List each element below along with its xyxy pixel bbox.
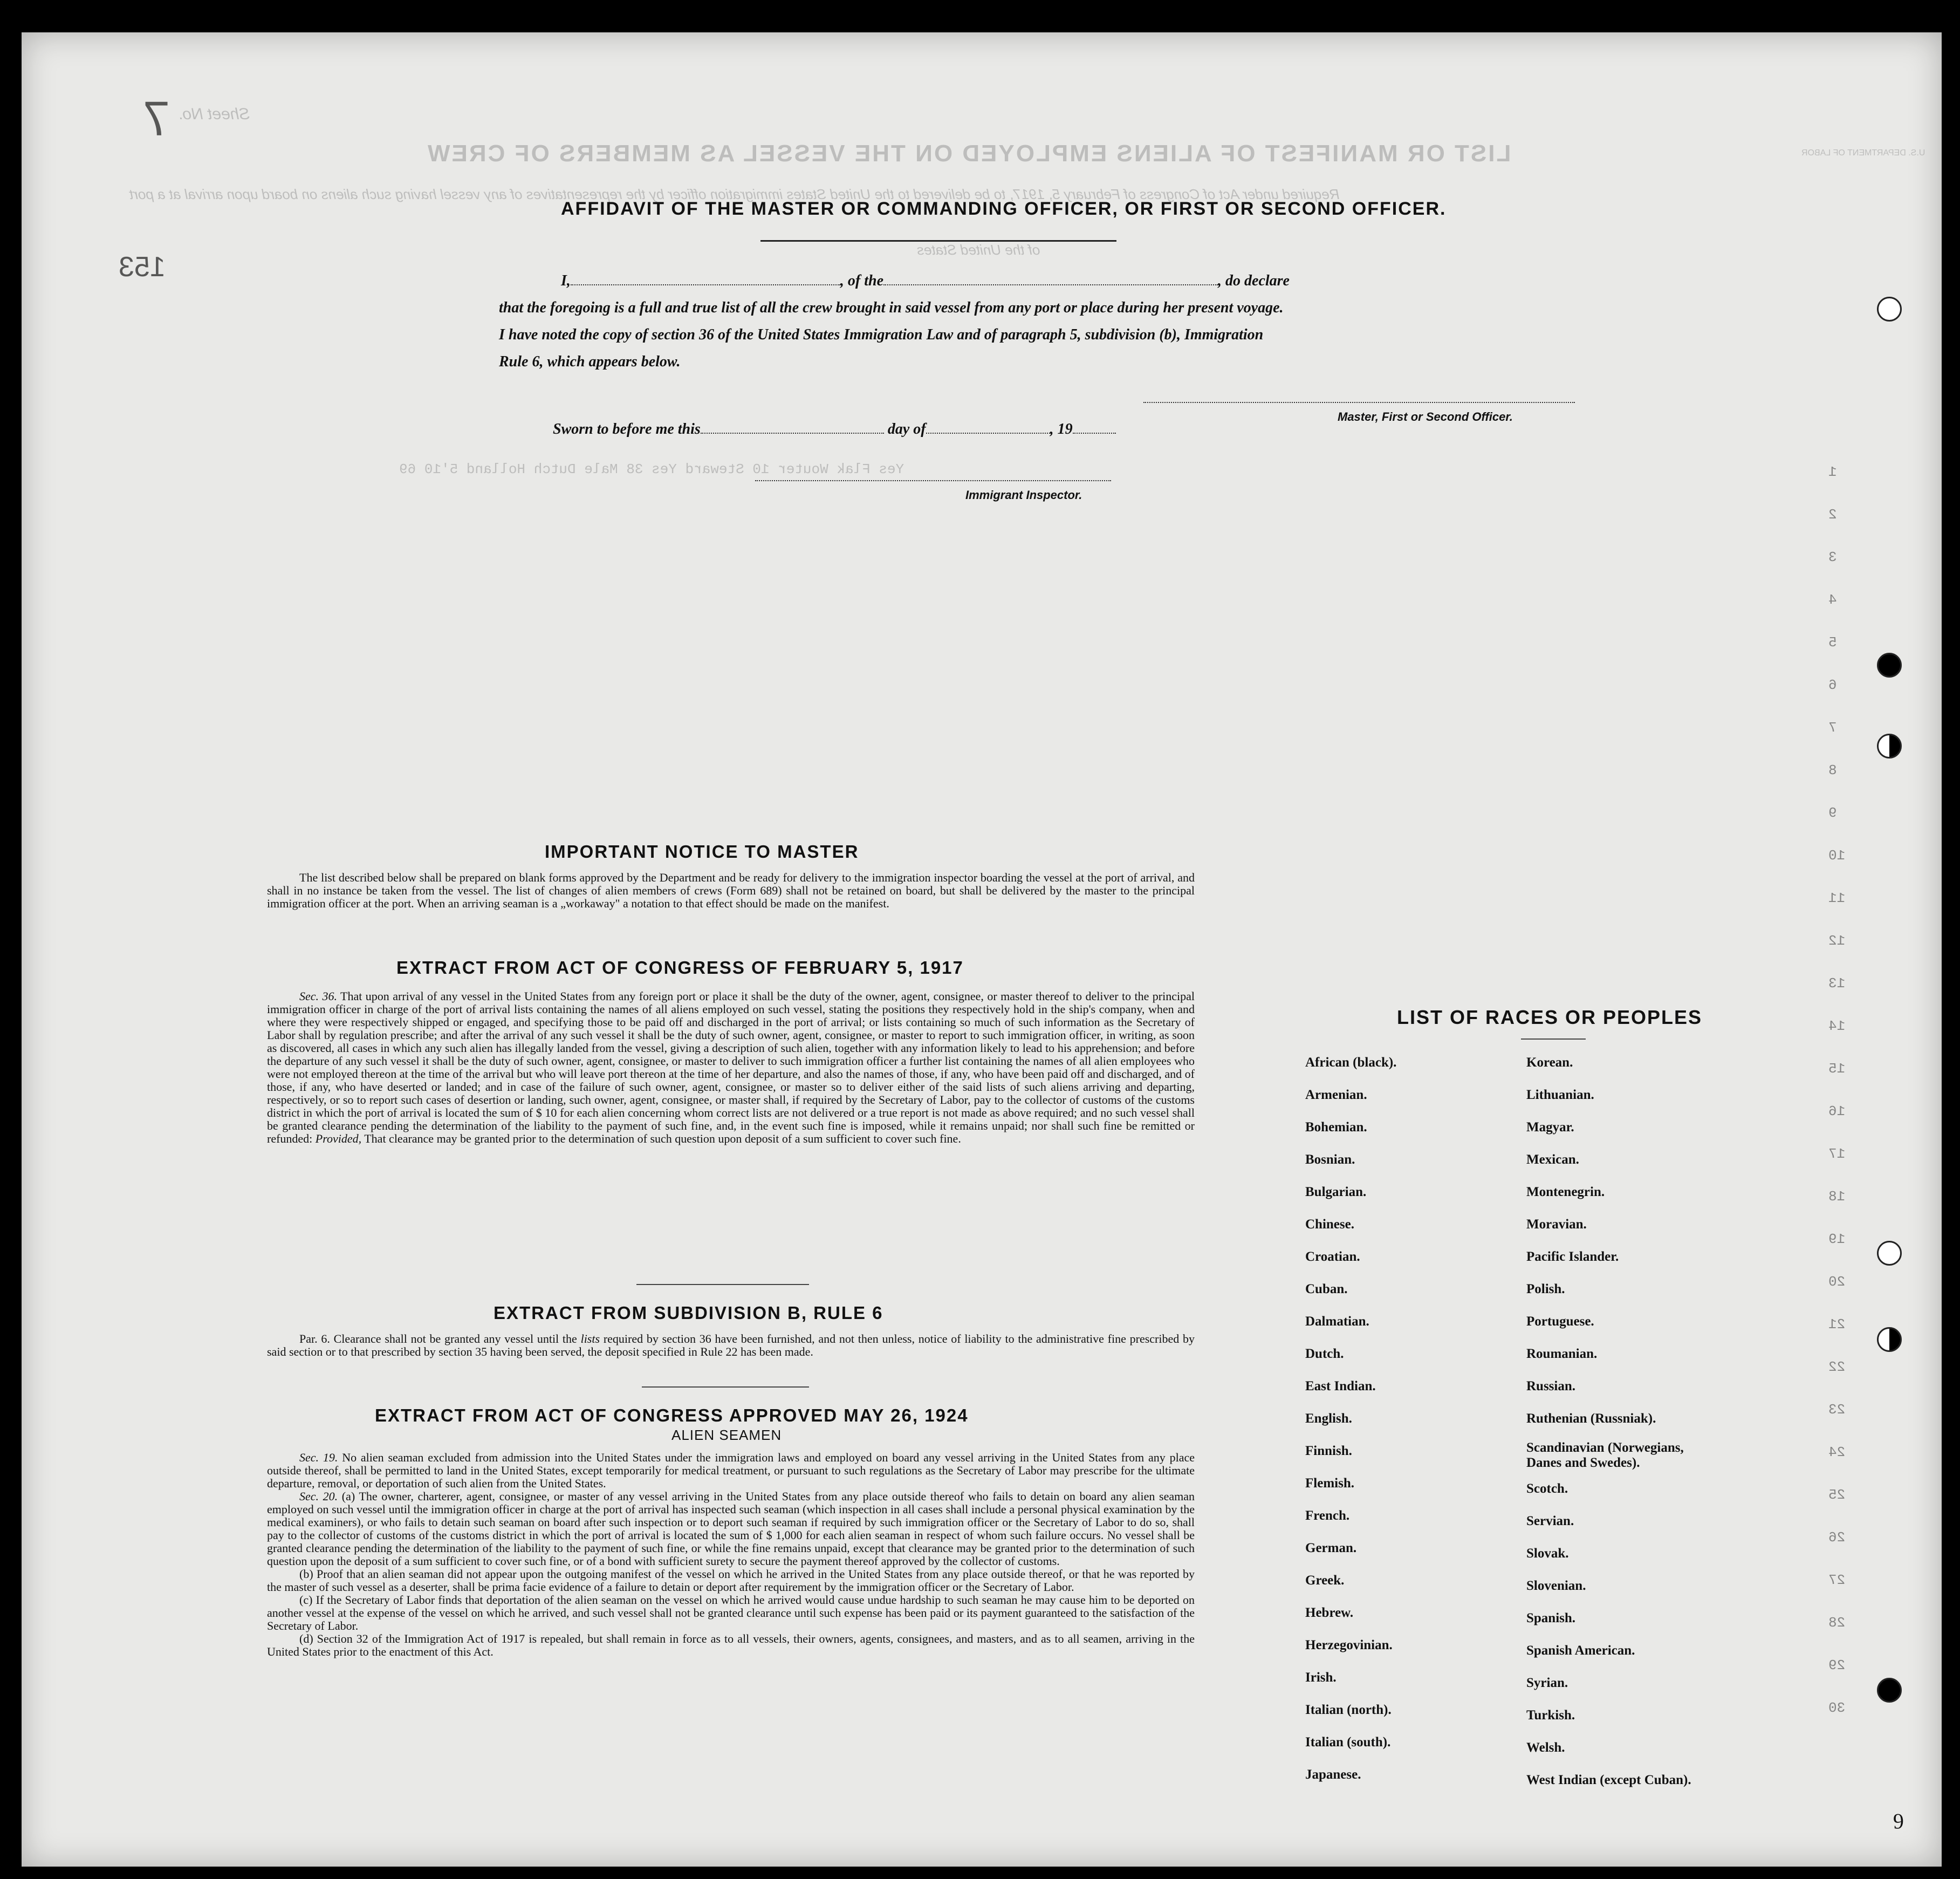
- bleed-header: LIST OR MANIFEST OF ALIENS EMPLOYED ON THE VESSEL AS MEMBERS OF CREW: [426, 140, 1511, 167]
- sworn-day: day of: [887, 421, 926, 438]
- bleed-row-number: 22: [1828, 1359, 1846, 1375]
- affidavit-line-1: [561, 272, 1290, 290]
- provided-label: Provided,: [315, 1132, 362, 1145]
- sec-36-text-end: That clearance may be granted prior to the determination of such question upon deposit of a sum sufficient to cover such fine.: [364, 1132, 961, 1145]
- race-item: Russian.: [1526, 1379, 1576, 1393]
- rule-6-title: EXTRACT FROM SUBDIVISION B, RULE 6: [494, 1303, 883, 1323]
- sec-20a-paragraph: [267, 1490, 1195, 1568]
- race-item: Spanish.: [1526, 1611, 1576, 1625]
- race-item: English.: [1305, 1411, 1352, 1426]
- bleed-row-number: 12: [1828, 933, 1846, 949]
- bleed-row-number: 25: [1828, 1487, 1846, 1503]
- sec-20d-paragraph: (d) Section 32 of the Immigration Act of 1917 is repealed, but shall remain in force as to all vessels, their owners, agents, consignees, and masters, and as to all seamen, arriving in the United States prior to the enactment of this Act.: [267, 1632, 1195, 1658]
- lists-label: lists: [580, 1332, 600, 1345]
- bleed-row-number: 13: [1828, 975, 1846, 992]
- bleed-row-number: 23: [1828, 1402, 1846, 1418]
- bleed-first-row: Yes Flak Wouter 10 Steward Yes 38 Male Dutch Holland 5'10 69: [399, 461, 904, 477]
- vessel-blank[interactable]: [883, 284, 1218, 285]
- bleed-sheet-no: Sheet No.: [178, 105, 250, 123]
- bleed-row-number: 5: [1828, 634, 1837, 651]
- sworn-prefix: Sworn to before me this: [553, 421, 701, 438]
- bleed-of-the-us: of the United States: [917, 242, 1040, 258]
- race-item: Hebrew.: [1305, 1605, 1354, 1620]
- bleed-sheet-num: 7: [143, 92, 170, 146]
- race-item: German.: [1305, 1541, 1357, 1555]
- inspector-label: Immigrant Inspector.: [965, 488, 1082, 502]
- rule-6-paragraph: [267, 1333, 1195, 1358]
- race-item: French.: [1305, 1508, 1350, 1523]
- bleed-row-number: 16: [1828, 1103, 1846, 1119]
- sec-19-label: Sec. 19.: [299, 1451, 338, 1464]
- sec-20-label: Sec. 20.: [299, 1489, 338, 1503]
- divider: [760, 240, 1116, 242]
- race-item: Italian (north).: [1305, 1703, 1392, 1717]
- race-item: Irish.: [1305, 1670, 1337, 1685]
- race-item: Italian (south).: [1305, 1735, 1391, 1750]
- act-1917-paragraph: [267, 990, 1195, 1145]
- sec-19-paragraph: [267, 1451, 1195, 1490]
- sec-36-label: Sec. 36.: [299, 989, 337, 1003]
- race-item: Japanese.: [1305, 1767, 1361, 1782]
- bleed-row-number: 27: [1828, 1572, 1846, 1588]
- bleed-row-number: 6: [1828, 677, 1837, 693]
- bleed-row-number: 3: [1828, 549, 1837, 565]
- bleed-row-number: 29: [1828, 1657, 1846, 1673]
- race-item: Flemish.: [1305, 1476, 1354, 1491]
- race-item: Spanish American.: [1526, 1643, 1635, 1658]
- sworn-line: [553, 421, 1116, 438]
- bleed-row-number: 2: [1828, 507, 1837, 523]
- notice-title: IMPORTANT NOTICE TO MASTER: [545, 842, 859, 862]
- affidavit-title: AFFIDAVIT OF THE MASTER OR COMMANDING OFFICER, OR FIRST OR SECOND OFFICER.: [561, 199, 1447, 219]
- race-item: Bosnian.: [1305, 1152, 1355, 1167]
- act-1917-text: [267, 990, 1195, 1145]
- affidavit-line-3: I have noted the copy of section 36 of the United States Immigration Law and of paragraph 5, subdivision (b), Immigration: [499, 326, 1264, 343]
- race-item: Cuban.: [1305, 1282, 1348, 1296]
- bleed-row-number: 19: [1828, 1231, 1846, 1247]
- race-item: Dalmatian.: [1305, 1314, 1369, 1329]
- bleed-row-number: 30: [1828, 1700, 1846, 1716]
- bleed-row-number: 11: [1828, 890, 1846, 906]
- bleed-required: Required under Act of Congress of February 5, 1917, to be delivered to the United States immigration officer by the representatives of any vessel having such aliens on board upon arrival at a port: [129, 186, 1340, 202]
- affidavit-line-2: that the foregoing is a full and true list of all the crew brought in said vessel from any port or place during her present voyage.: [499, 299, 1284, 316]
- race-item: African (black).: [1305, 1055, 1397, 1070]
- sec-20c-paragraph: (c) If the Secretary of Labor finds that deportation of the alien seaman on the vessel on which he arrived would cause undue hardship to such seaman he may cause him to be deported on another vessel at the expense of the vessel on which he arrived, and such vessel shall not be granted clearance until such expense has been paid or its payment guaranteed to the satisfaction of the Secretary of Labor.: [267, 1593, 1195, 1632]
- bleed-row-number: 17: [1828, 1146, 1846, 1162]
- divider: [642, 1386, 809, 1388]
- race-item: Greek.: [1305, 1573, 1345, 1588]
- bleed-row-number: 1: [1828, 464, 1837, 480]
- affidavit-line-4: Rule 6, which appears below.: [499, 353, 681, 370]
- race-item: Scotch.: [1526, 1481, 1568, 1496]
- race-item: Croatian.: [1305, 1249, 1360, 1264]
- race-item: Korean.: [1526, 1055, 1573, 1070]
- divider: [1521, 1038, 1586, 1040]
- races-left-column: [1305, 1047, 1396, 1791]
- race-item: Finnish.: [1305, 1444, 1352, 1458]
- bleed-row-number: 24: [1828, 1444, 1846, 1460]
- race-item: Herzegovinian.: [1305, 1638, 1393, 1652]
- race-item: Welsh.: [1526, 1740, 1565, 1755]
- bleed-row-number: 21: [1828, 1316, 1846, 1333]
- manifest-sheet: [22, 32, 1942, 1867]
- sworn-day-blank[interactable]: [701, 433, 884, 434]
- master-label: Master, First or Second Officer.: [1338, 410, 1513, 423]
- bleed-row-number: 4: [1828, 592, 1837, 608]
- race-item: Ruthenian (Russniak).: [1526, 1411, 1656, 1426]
- race-item: Pacific Islander.: [1526, 1249, 1619, 1264]
- bleed-dept: U.S. DEPARTMENT OF LABOR: [1801, 148, 1925, 158]
- bleed-row-number: 15: [1828, 1061, 1846, 1077]
- race-item: Armenian.: [1305, 1088, 1367, 1102]
- act-1917-title: EXTRACT FROM ACT OF CONGRESS OF FEBRUARY 5, 1917: [396, 958, 964, 978]
- race-item: Polish.: [1526, 1282, 1565, 1296]
- punch-hole: [1877, 1678, 1902, 1703]
- act-1924-subtitle: ALIEN SEAMEN: [671, 1427, 782, 1443]
- divider: [636, 1284, 809, 1285]
- race-item: Syrian.: [1526, 1676, 1568, 1690]
- sworn-year-blank[interactable]: [1073, 433, 1116, 434]
- race-item: Bohemian.: [1305, 1120, 1367, 1135]
- notice-paragraph: The list described below shall be prepared on blank forms approved by the Department and be ready for delivery to the immigration inspector boarding the vessel at the port of arrival, and shall in no instance be taken from the vessel. The list of changes of alien members of crews (Form 689) shall not be retained on board, but shall be delivered by the master to the principal immigration officer at the port. When an arriving seaman is a „workaway" a notation to that effect should be made on the manifest.: [267, 871, 1195, 910]
- affidavit-i: I,: [561, 272, 571, 289]
- name-blank[interactable]: [571, 284, 840, 285]
- bleed-row-number: 8: [1828, 762, 1837, 778]
- rule-6-text: [267, 1333, 1195, 1358]
- sec-20b-paragraph: (b) Proof that an alien seaman did not appear upon the outgoing manifest of the vessel on which he arrived in the United States from any place outside thereof, or that he was reported by the master of such vessel as a deserter, shall be prima facie evidence of a failure to detain or deport after requirement by the immigration officer or the Secretary of Labor.: [267, 1567, 1195, 1594]
- rule-6-text-a: Par. 6. Clearance shall not be granted any vessel until the: [299, 1332, 577, 1345]
- sec-19-text: No alien seaman excluded from admission into the United States under the immigration laws and employed on board any vessel arriving in the United States from any place outside thereof, shall be permitted to land in the United States, except temporarily for medical treatment, or pursuant to such regulations as the Secretary of Labor may prescribe for the ultimate departure, removal, or deportation of such alien from the United States.: [267, 1451, 1195, 1490]
- act-1924-title: EXTRACT FROM ACT OF CONGRESS APPROVED MAY 26, 1924: [375, 1405, 969, 1425]
- inspector-signature-line[interactable]: [755, 480, 1111, 481]
- race-item: West Indian (except Cuban).: [1526, 1773, 1691, 1787]
- bleed-row-number: 20: [1828, 1274, 1846, 1290]
- bleed-row-number: 28: [1828, 1615, 1846, 1631]
- corner-mark: 6: [1893, 1809, 1904, 1834]
- master-signature-line[interactable]: [1143, 402, 1575, 403]
- notice-text: [267, 871, 1195, 910]
- race-item: Dutch.: [1305, 1347, 1344, 1361]
- race-item: Slovenian.: [1526, 1579, 1586, 1593]
- sec-36-text: That upon arrival of any vessel in the United States from any foreign port or place it shall be the duty of the owner, agent, consignee, or master thereof to deliver to the principal immigration officer in charge of the port of arrival lists containing the names of all aliens employed on such vessel, stating the positions they respectively hold in the ship's company, when and where they were respectively shipped or engaged, and specifying those to be paid off and discharged in the port of arrival; or lists containing so much of such information as the Secretary of Labor shall by regulation prescribe; and after the arrival of any such vessel it shall be the duty of such owner, agent, consignee, or master to report to such immigration officer, in writing, as soon as discovered, all cases in which any such alien has illegally landed from the vessel, giving a description of such alien, together with any information likely to lead to his apprehension; and before the departure of any such vessel it shall be the duty of such owner, agent, consignee, or master to deliver to such immigration officer a further list containing the names of all alien employees who were not employed thereon at the time of the arrival but who will leave port thereon at the time of her departure, and also the names of those, if any, who have been paid off and discharged, and of those, if any, who have deserted or landed; and in case of the failure of such owner, agent, consignee, or master so to deliver either of the said lists of such aliens arriving and departing, respectively, or so to report such cases of desertion or landing, such owner, agent, consignee, or master shall, if required by the Secretary of Labor, pay to the collector of customs of the customs district in which the port of arrival is located the sum of $ 10 for each alien concerning whom correct lists are not delivered or a true report is not made as above required; and no such vessel shall be granted clearance pending the determination of the liability to the payment of such fine, and, in the event such fine is imposed, while it remains unpaid; nor shall such fine be remitted or refunded:: [267, 989, 1195, 1145]
- punch-hole: [1877, 297, 1902, 322]
- race-item: Lithuanian.: [1526, 1088, 1594, 1102]
- bleed-page-num: 153: [119, 251, 166, 283]
- race-item: Montenegrin.: [1526, 1185, 1605, 1199]
- race-item: Moravian.: [1526, 1217, 1587, 1232]
- sec-20a-text: (a) The owner, charterer, agent, consignee, or master of any vessel arriving in the United States from any place outside thereof who fails to detain on board any alien seaman employed on such vessel until the immigration officer in charge at the port of arrival has inspected such seaman (which inspection in all cases shall include a personal physical examination by the medical examiners), or who fails to detain such seaman on board after such inspection or to deport such seaman if required by such immigration officer or the Secretary of Labor to do so, shall pay to the collector of customs of the customs district in which the port of arrival is located the sum of $ 1,000 for each alien seaman in respect of whom such failure occurs. No vessel shall be granted clearance pending the determination of the liability to the payment of such fine, or while the fine remains unpaid, except that clearance may be granted prior to the determination of such question upon the deposit of a sum sufficient to cover such fine, or of a bond with sufficient surety to secure the payment thereof approved by the collector of customs.: [267, 1489, 1195, 1568]
- bleed-row-number: 9: [1828, 805, 1837, 821]
- punch-hole: [1877, 734, 1902, 759]
- punch-hole: [1877, 653, 1902, 678]
- race-item: Turkish.: [1526, 1708, 1575, 1723]
- bleed-row-number: 7: [1828, 720, 1837, 736]
- races-title: LIST OF RACES OR PEOPLES: [1397, 1006, 1703, 1028]
- races-right-column: [1526, 1047, 1721, 1796]
- race-item: Magyar.: [1526, 1120, 1574, 1135]
- race-item: East Indian.: [1305, 1379, 1376, 1393]
- bleed-row-number: 18: [1828, 1188, 1846, 1205]
- bleed-row-number: 26: [1828, 1529, 1846, 1546]
- race-item: Servian.: [1526, 1514, 1574, 1528]
- sworn-year: , 19: [1050, 421, 1073, 438]
- race-item: Bulgarian.: [1305, 1185, 1367, 1199]
- sworn-month-blank[interactable]: [926, 433, 1050, 434]
- race-item: Slovak.: [1526, 1546, 1569, 1561]
- race-item: Mexican.: [1526, 1152, 1579, 1167]
- affidavit-of-the: , of the: [840, 272, 884, 289]
- bleed-row-number: 10: [1828, 848, 1846, 864]
- act-1924-text: [267, 1451, 1195, 1658]
- rule-6-text-b: required by section 36 have been furnished, and not then unless, notice of liability to the administrative fine prescribed by said section or to that prescribed by section 35 having been served, the deposit specified in Rule 22 has been made.: [267, 1332, 1195, 1358]
- bleed-row-number: 14: [1828, 1018, 1846, 1034]
- race-item: Chinese.: [1305, 1217, 1354, 1232]
- punch-hole: [1877, 1327, 1902, 1352]
- punch-hole: [1877, 1241, 1902, 1266]
- race-item: Scandinavian (Norwegians, Danes and Swedes).: [1526, 1440, 1684, 1470]
- race-item: Roumanian.: [1526, 1347, 1598, 1361]
- race-item: Portuguese.: [1526, 1314, 1594, 1329]
- affidavit-declare: , do declare: [1218, 272, 1290, 289]
